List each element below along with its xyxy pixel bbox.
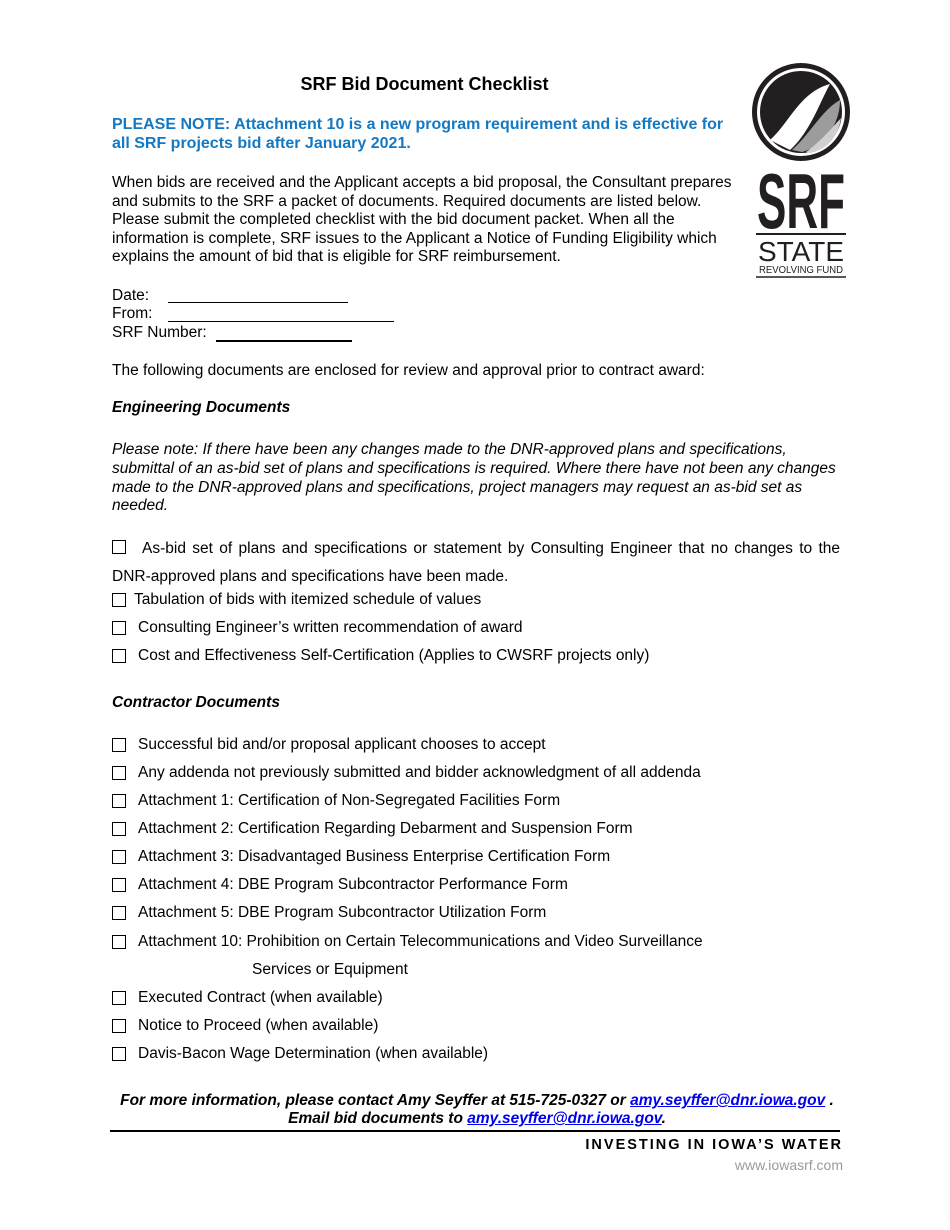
contact-suffix: . xyxy=(825,1092,834,1109)
checklist-item-label: Attachment 4: DBE Program Subcontractor Performance Form xyxy=(138,876,568,893)
checkbox[interactable] xyxy=(112,906,126,920)
checkbox[interactable] xyxy=(112,822,126,836)
email-documents-suffix: . xyxy=(661,1110,666,1127)
enclosed-intro: The following documents are enclosed for review and approval prior to contract award: xyxy=(112,362,705,379)
checklist-item xyxy=(112,1045,488,1063)
checklist-item-label: Davis-Bacon Wage Determination (when available) xyxy=(138,1045,489,1062)
program-requirement-notice: PLEASE NOTE: Attachment 10 is a new program requirement and is effective for all SRF projects bid after January 2021. xyxy=(112,116,724,152)
checklist-item xyxy=(112,792,560,810)
checkbox[interactable] xyxy=(112,593,126,607)
srf-logo xyxy=(750,62,852,280)
checklist-item xyxy=(112,591,481,609)
checklist-item-label: Any addenda not previously submitted and bidder acknowledgment of all addenda xyxy=(138,764,701,781)
date-label: Date: xyxy=(112,287,150,304)
contact-text: For more information, please contact Amy Seyffer at 515-725-0327 or xyxy=(120,1092,631,1109)
checklist-item-label: Consulting Engineer’s written recommendation of award xyxy=(138,619,523,636)
contact-line xyxy=(112,1092,842,1110)
contact-email-link[interactable]: amy.seyffer@dnr.iowa.gov xyxy=(630,1092,826,1109)
checklist-item-label: Cost and Effectiveness Self-Certification (Applies to CWSRF projects only) xyxy=(138,647,650,664)
footer-divider xyxy=(110,1130,840,1132)
checkbox[interactable] xyxy=(112,621,126,635)
checklist-item xyxy=(112,619,523,637)
checklist-item xyxy=(112,764,701,782)
email-documents-line xyxy=(112,1110,842,1128)
checkbox[interactable] xyxy=(112,1047,126,1061)
checklist-item-label: Attachment 10: Prohibition on Certain Telecommunications and Video Surveillance xyxy=(138,933,703,950)
checkbox[interactable] xyxy=(112,794,126,808)
email-documents-link[interactable]: amy.seyffer@dnr.iowa.gov xyxy=(467,1110,662,1127)
checkbox[interactable] xyxy=(112,738,126,752)
checkbox[interactable] xyxy=(112,935,126,949)
checklist-item-label: As-bid set of plans and specifications or statement by Consulting Engineer that no changes to the DNR-approved plans and specifications have been made. xyxy=(112,540,840,585)
checklist-item-label: Attachment 2: Certification Regarding Debarment and Suspension Form xyxy=(138,820,633,837)
checklist-item xyxy=(112,736,546,754)
engineering-heading: Engineering Documents xyxy=(112,399,291,416)
checklist-item xyxy=(112,876,568,894)
checklist-item xyxy=(112,904,546,922)
intro-paragraph: When bids are received and the Applicant accepts a bid proposal, the Consultant prepares and submits to the SRF a packet of documents. Required documents are listed below. Please submit the completed checklist with the bid document packet. When all the information is complete, SRF issues to the Applicant a Notice of Funding Eligibility which explains the amount of bid that is eligible for SRF reimbursement. xyxy=(112,174,732,266)
checklist-item-continuation: Services or Equipment xyxy=(252,961,408,978)
footer-tagline: INVESTING IN IOWA’S WATER xyxy=(585,1137,843,1153)
page-title: SRF Bid Document Checklist xyxy=(300,74,549,94)
checkbox[interactable] xyxy=(112,850,126,864)
checklist-item-label: Attachment 3: Disadvantaged Business Enterprise Certification Form xyxy=(138,848,611,865)
email-documents-text: Email bid documents to xyxy=(288,1110,468,1127)
logo-srf-text: SRF xyxy=(757,157,845,245)
srf-number-input-line[interactable] xyxy=(216,340,352,342)
checklist-item xyxy=(112,820,633,838)
checklist-item xyxy=(112,933,703,951)
checklist-item xyxy=(112,647,649,665)
checklist-item-label: Attachment 5: DBE Program Subcontractor Utilization Form xyxy=(138,904,547,921)
checkbox[interactable] xyxy=(112,878,126,892)
checklist-item-label: Attachment 1: Certification of Non-Segregated Facilities Form xyxy=(138,792,561,809)
from-label: From: xyxy=(112,305,153,322)
logo-state-text: STATE xyxy=(758,236,844,267)
contact-info xyxy=(112,1092,842,1128)
srf-number-label: SRF Number: xyxy=(112,324,207,341)
checklist-item xyxy=(112,535,840,591)
checklist-item-label: Notice to Proceed (when available) xyxy=(138,1017,379,1034)
date-input-line[interactable] xyxy=(168,302,348,303)
engineering-note: Please note: If there have been any changes made to the DNR-approved plans and specifications, submittal of an as-bid set of plans and specifications is required. Where there have not been any changes made to the DNR-approved plans and specifications, project managers may request an as-bid set as needed. xyxy=(112,441,836,515)
checklist-item-label: Successful bid and/or proposal applicant chooses to accept xyxy=(138,736,546,753)
checklist-item xyxy=(112,989,383,1007)
footer-website: www.iowasrf.com xyxy=(734,1157,843,1173)
checklist-item xyxy=(112,1017,378,1035)
checkbox[interactable] xyxy=(112,991,126,1005)
logo-subtitle-text: REVOLVING FUND xyxy=(759,265,843,276)
checkbox[interactable] xyxy=(112,766,126,780)
contractor-heading: Contractor Documents xyxy=(112,694,280,711)
checklist-item xyxy=(112,848,610,866)
checkbox[interactable] xyxy=(112,540,126,554)
checkbox[interactable] xyxy=(112,1019,126,1033)
from-input-line[interactable] xyxy=(168,321,394,322)
checklist-item-label: Tabulation of bids with itemized schedule of values xyxy=(134,591,482,608)
checklist-item-label: Executed Contract (when available) xyxy=(138,989,383,1006)
checkbox[interactable] xyxy=(112,649,126,663)
